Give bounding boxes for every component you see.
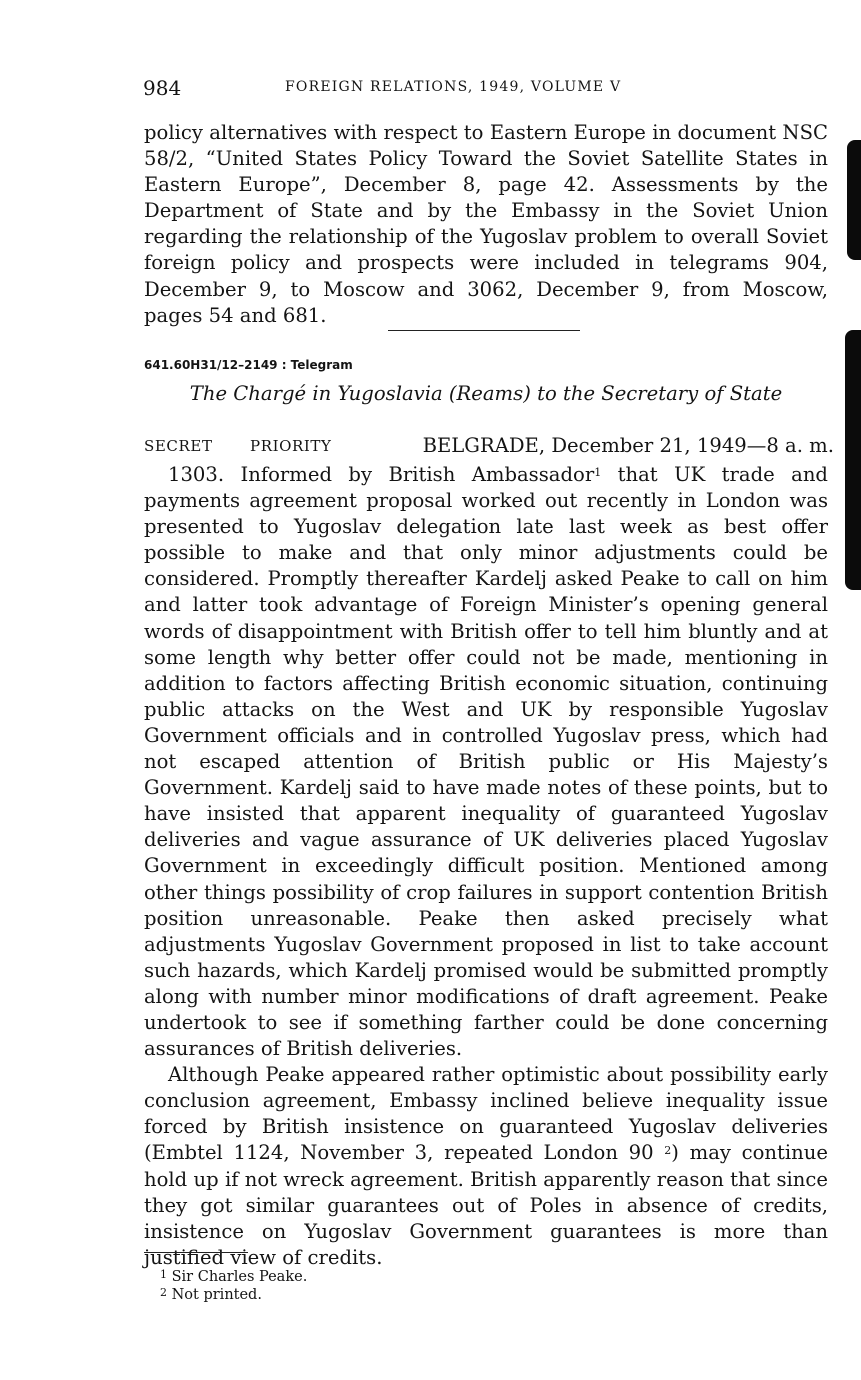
footnote-mark: 1 [160,1268,167,1281]
footnote-ref-2: 2 [664,1144,672,1158]
page-edge-shadow [845,330,861,590]
classification: SECRET [144,437,213,455]
document-title: The Chargé in Yugoslavia (Reams) to the Secretary of State [189,382,783,405]
intro-paragraph: policy alternatives with respect to Eastern Europe in document NSC 58/2, “United States Policy Toward the Soviet Satellite States in Eastern Europe”, December 8, page 42. Assessments by the Department of State and by the Embassy in the Soviet Union regarding the relationship of the Yugoslav problem to overall Soviet foreign policy and prospects were included in telegrams 904, December 9, to Moscow and 3062, December 9, from Moscow, pages 54 and 681. [144,121,828,327]
paragraph-text: that UK trade and payments agreement proposal worked out recently in London was presented to Yugoslav delegation late last week as best offer possible to make and that only minor adjustments could be considered. Promptly thereafter Kardelj asked Peake to call on him and latter took advantage of Foreign Minister’s opening general words of disappointment with British offer to tell him bluntly and at some length why better offer could not be made, mentioning in addition to factors affecting British economic situation, continuing public attacks on the West and UK by responsible Yugoslav Government officials and in controlled Yugoslav press, which had not escaped attention of British public or His Majesty’s Government. Kardelj said to have made notes of these points, but to have insisted that apparent inequality of guaranteed Yugoslav deliveries and vague assurance of UK deliveries placed Yugoslav Government in exceedingly difficult position. Mentioned among other things possibility of crop failures in support contention British position unreasonable. Peake then asked precisely what adjustments Yugoslav Government proposed in list to take account such hazards, which Kardelj promised would be submitted promptly along with number minor modifications of draft agreement. Peake undertook to see if something farther could be done concerning assurances of British deliveries. [144,463,828,1061]
footnote-mark: 2 [160,1286,167,1299]
section-divider [388,330,580,331]
intro-paragraph-block [144,120,828,329]
running-head: FOREIGN RELATIONS, 1949, VOLUME V [285,79,622,95]
document-file-number: 641.60H31/12–2149 : Telegram [144,358,353,372]
footnote-text: Sir Charles Peake. [171,1269,308,1285]
precedence: PRIORITY [250,437,332,455]
dateline [144,434,834,460]
telegram-body [144,462,828,1271]
place-date: BELGRADE, December 21, 1949—8 a. m. [422,434,834,457]
footnote [160,1268,307,1286]
footnote-text: Not printed. [171,1287,262,1303]
telegram-paragraph-2 [144,1062,828,1271]
page-edge-shadow [847,140,861,260]
page-number: 984 [143,76,182,100]
footnote-ref-1: 1 [594,466,602,479]
footnotes [160,1268,307,1304]
footnote-divider [144,1252,248,1253]
paragraph-text: ) may continue hold up if not wreck agreement. British apparently reason that since they got similar guarantees out of Poles in absence of credits, insistence on Yugoslav Government guarantees is more than justified view of credits. [144,1141,829,1269]
page-header [143,76,801,100]
paragraph-text: 1303. Informed by British Ambassador [168,463,595,486]
footnote [160,1286,307,1304]
telegram-paragraph-1 [144,462,828,1062]
paragraph-text: Although Peake appeared rather optimistic about possibility early conclusion agreement, Embassy inclined believe inequality issue forced by British insistence on guaranteed Yugoslav deliveries (Embtel 1124, November 3, repeated London 90 [144,1063,828,1165]
